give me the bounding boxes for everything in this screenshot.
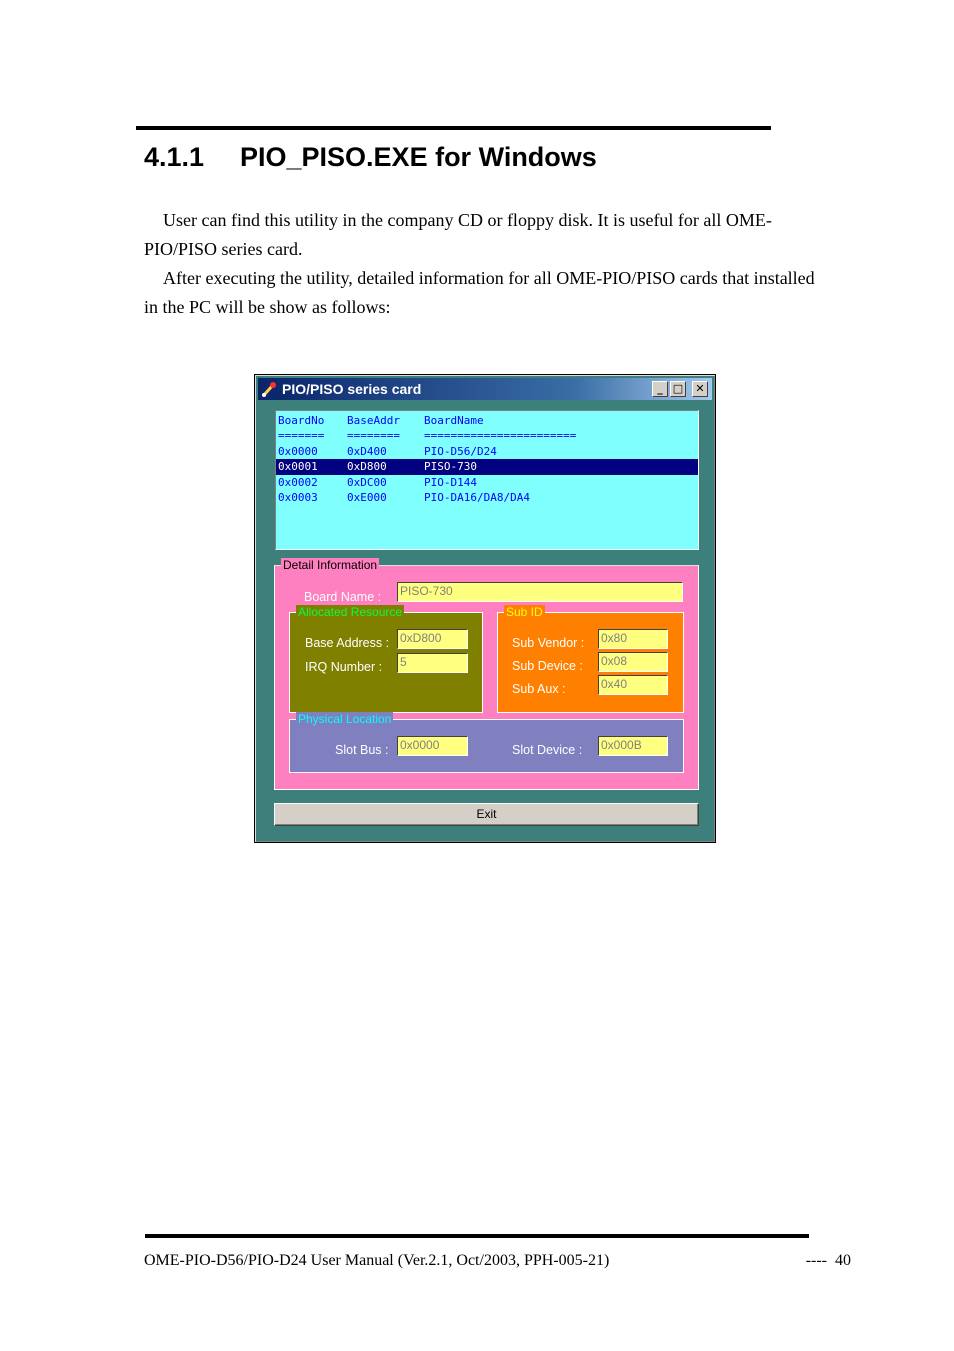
detail-paragraph: After executing the utility, detailed information for all OME-PIO/PISO cards that installed in the PC will be show as follows: bbox=[144, 268, 815, 317]
irq-number-field[interactable]: 5 bbox=[397, 653, 468, 673]
slot-device-field[interactable]: 0x000B bbox=[598, 736, 668, 756]
footer-manual-info: OME-PIO-D56/PIO-D24 User Manual (Ver.2.1, Oct/2003, PPH-005-21) bbox=[144, 1252, 610, 1269]
slot-bus-label: Slot Bus : bbox=[335, 743, 389, 757]
physical-location-group bbox=[289, 712, 684, 773]
section-number: 4.1.1 bbox=[144, 142, 205, 172]
sub-device-field[interactable]: 0x08 bbox=[598, 652, 668, 672]
base-address-field[interactable]: 0xD800 bbox=[397, 629, 468, 649]
maximize-button[interactable]: □ bbox=[670, 381, 686, 397]
slot-bus-field[interactable]: 0x0000 bbox=[397, 736, 468, 756]
sub-id-group-title: Sub ID bbox=[506, 605, 543, 619]
list-item[interactable]: 0x0002 0xDC00 PIO-D144 bbox=[278, 475, 477, 489]
sub-device-label: Sub Device : bbox=[512, 659, 583, 673]
section-title: PIO_PISO.EXE for Windows bbox=[240, 142, 597, 172]
section-heading bbox=[144, 139, 597, 175]
top-rule bbox=[136, 126, 771, 130]
allocated-resource-group bbox=[289, 605, 483, 713]
allocated-group-title: Allocated Resource bbox=[298, 605, 403, 619]
sub-id-group bbox=[497, 605, 684, 713]
intro-paragraph: User can find this utility in the company CD or floppy disk. It is useful for all OME-PIO/PISO series card. bbox=[144, 210, 772, 259]
bottom-rule bbox=[145, 1234, 809, 1238]
exit-button[interactable]: Exit bbox=[274, 803, 699, 826]
detail-group-title: Detail Information bbox=[283, 558, 378, 572]
list-item[interactable]: 0x0000 0xD400 PIO-D56/D24 bbox=[278, 444, 497, 458]
minimize-button[interactable]: _ bbox=[652, 381, 668, 397]
list-item-selected[interactable]: 0x0001 0xD800 PISO-730 bbox=[276, 459, 698, 474]
close-button[interactable]: ✕ bbox=[692, 381, 708, 397]
physical-group-title: Physical Location bbox=[298, 712, 392, 726]
sub-vendor-field[interactable]: 0x80 bbox=[598, 629, 668, 649]
list-separator-row: ======= ======== ======================= bbox=[278, 429, 577, 443]
board-name-label: Board Name : bbox=[304, 590, 382, 604]
pio-piso-window bbox=[254, 374, 716, 843]
detail-information-group bbox=[274, 558, 699, 790]
slot-device-label: Slot Device : bbox=[512, 743, 583, 757]
board-name-field[interactable]: PISO-730 bbox=[397, 582, 683, 602]
list-item[interactable]: 0x0003 0xE000 PIO-DA16/DA8/DA4 bbox=[278, 490, 530, 504]
sub-aux-label: Sub Aux : bbox=[512, 682, 566, 696]
board-listbox[interactable] bbox=[275, 410, 699, 550]
window-title: PIO/PISO series card bbox=[282, 381, 422, 397]
irq-number-label: IRQ Number : bbox=[305, 660, 383, 674]
sub-aux-field[interactable]: 0x40 bbox=[598, 675, 668, 695]
title-bar[interactable] bbox=[258, 378, 712, 400]
app-icon bbox=[260, 380, 278, 398]
list-header-row: BoardNo BaseAddr BoardName bbox=[278, 414, 484, 427]
footer-page-number: ---- 40 bbox=[805, 1252, 851, 1269]
sub-vendor-label: Sub Vendor : bbox=[512, 636, 585, 650]
base-address-label: Base Address : bbox=[305, 636, 390, 650]
